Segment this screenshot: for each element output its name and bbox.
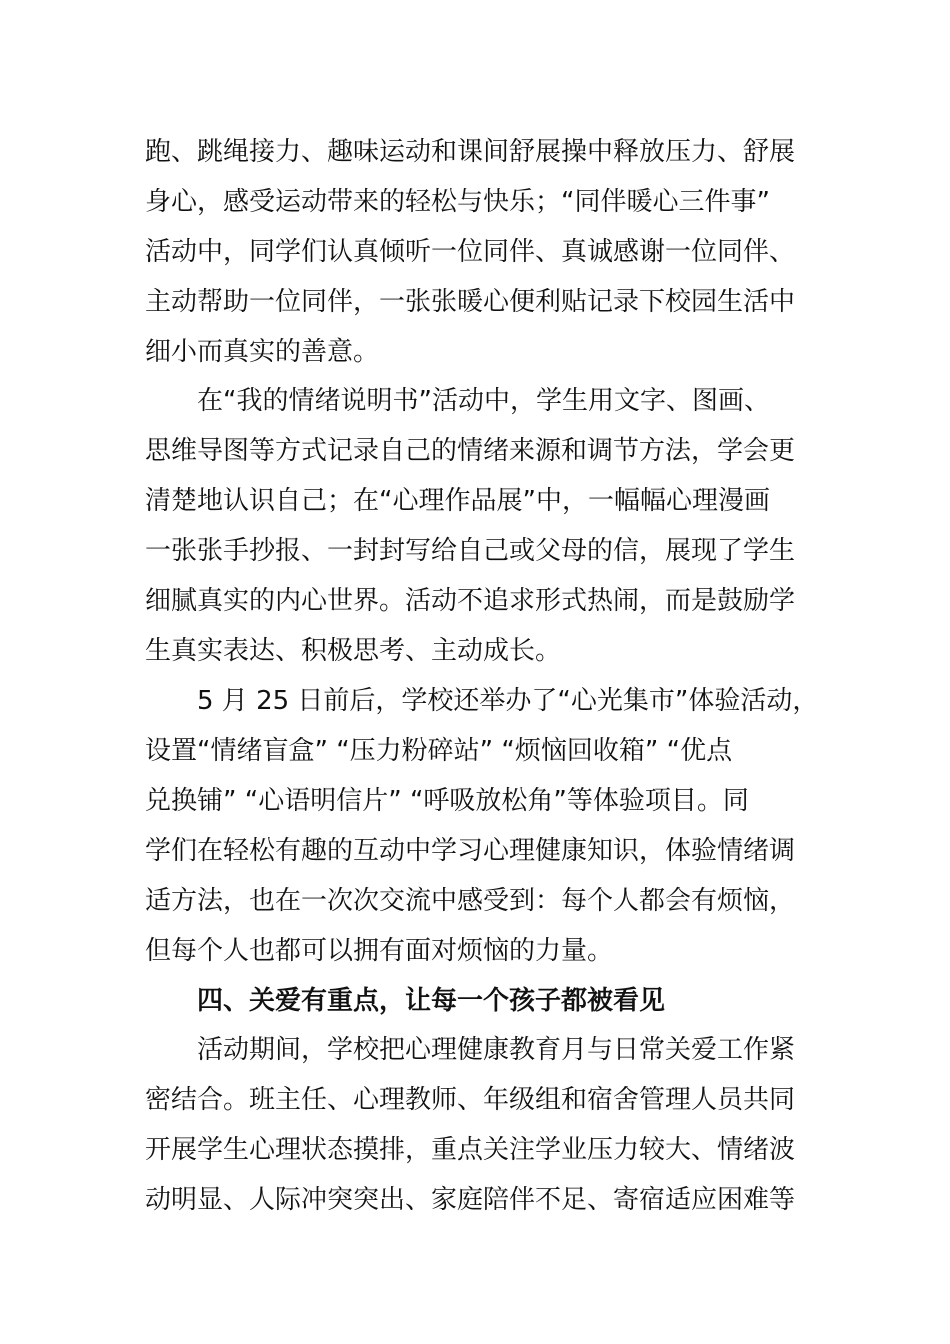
- body-text-line: 适方法，也在一次次交流中感受到：每个人都会有烦恼，: [145, 886, 796, 916]
- body-text-line: 设置“情绪盲盒” “压力粉碎站” “烦恼回收箱” “优点: [145, 736, 733, 766]
- body-text-line: 跑、跳绳接力、趣味运动和课间舒展操中释放压力、舒展: [145, 137, 796, 167]
- body-text-line: 细腻真实的内心世界。活动不追求形式热闹，而是鼓励学: [145, 586, 796, 616]
- paragraph-start-line: 在“我的情绪说明书”活动中，学生用文字、图画、: [197, 386, 770, 416]
- section-heading: 四、关爱有重点，让每一个孩子都被看见: [197, 986, 666, 1016]
- body-text-line: 身心，感受运动带来的轻松与快乐；“同伴暖心三件事”: [145, 187, 770, 217]
- body-text-line: 细小而真实的善意。: [145, 337, 380, 367]
- body-text-line: 一张张手抄报、一封封写给自己或父母的信，展现了学生: [145, 536, 796, 566]
- paragraph-start-line: 5 月 25 日前后，学校还举办了“心光集市”体验活动，: [197, 686, 819, 716]
- body-text-line: 动明显、人际冲突突出、家庭陪伴不足、寄宿适应困难等: [145, 1185, 796, 1215]
- body-text-line: 清楚地认识自己；在“心理作品展”中，一幅幅心理漫画: [145, 486, 770, 516]
- body-text-line: 但每个人也都可以拥有面对烦恼的力量。: [145, 936, 614, 966]
- body-text-line: 学们在轻松有趣的互动中学习心理健康知识，体验情绪调: [145, 836, 796, 866]
- body-text-line: 生真实表达、积极思考、主动成长。: [145, 636, 562, 666]
- body-text-line: 密结合。班主任、心理教师、年级组和宿舍管理人员共同: [145, 1085, 796, 1115]
- body-text-line: 兑换铺” “心语明信片” “呼吸放松角”等体验项目。同: [145, 786, 749, 816]
- body-text-line: 主动帮助一位同伴，一张张暖心便利贴记录下校园生活中: [145, 287, 796, 317]
- paragraph-start-line: 活动期间，学校把心理健康教育月与日常关爱工作紧: [197, 1035, 796, 1065]
- body-text-line: 开展学生心理状态摸排，重点关注学业压力较大、情绪波: [145, 1135, 796, 1165]
- body-text-line: 思维导图等方式记录自己的情绪来源和调节方法，学会更: [145, 436, 796, 466]
- body-text-line: 活动中，同学们认真倾听一位同伴、真诚感谢一位同伴、: [145, 237, 796, 267]
